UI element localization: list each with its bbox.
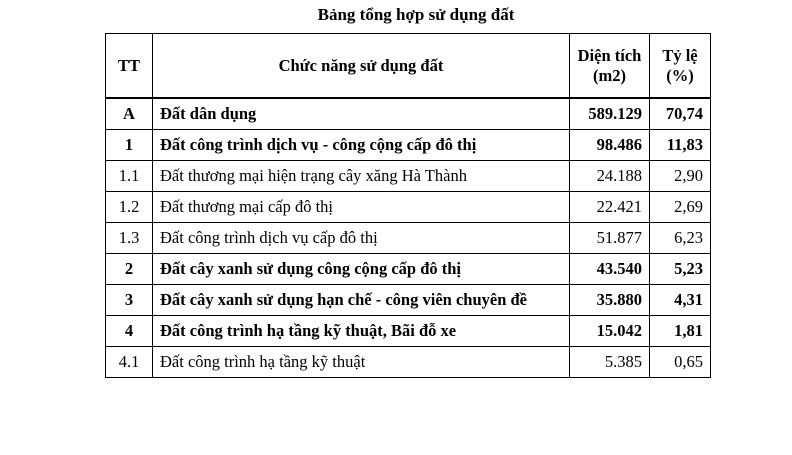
- header-tt: TT: [106, 34, 153, 99]
- row-percentage-cell: 1,81: [650, 316, 711, 347]
- row-land-function-cell: Đất công trình hạ tầng kỹ thuật: [153, 347, 570, 378]
- table-row: [106, 316, 711, 347]
- header-land-function: Chức năng sử dụng đất: [153, 34, 570, 99]
- header-area-unit: (m2): [593, 65, 626, 85]
- table-row: [106, 285, 711, 316]
- table-row: [106, 130, 711, 161]
- row-land-function-cell: Đất công trình dịch vụ cấp đô thị: [153, 223, 570, 254]
- row-land-function-cell: Đất cây xanh sử dụng hạn chế - công viên chuyên đề: [153, 285, 570, 316]
- row-percentage-cell: 6,23: [650, 223, 711, 254]
- table-row: [106, 223, 711, 254]
- row-percentage-cell: 70,74: [650, 98, 711, 130]
- row-percentage-cell: 4,31: [650, 285, 711, 316]
- row-area-cell: 5.385: [570, 347, 650, 378]
- row-area-cell: 22.421: [570, 192, 650, 223]
- land-use-table: [105, 33, 711, 378]
- row-area-cell: 51.877: [570, 223, 650, 254]
- table-row: [106, 192, 711, 223]
- row-land-function-cell: Đất thương mại hiện trạng cây xăng Hà Thành: [153, 161, 570, 192]
- row-area-cell: 24.188: [570, 161, 650, 192]
- row-land-function-cell: Đất cây xanh sử dụng công cộng cấp đô thị: [153, 254, 570, 285]
- table-row: [106, 161, 711, 192]
- header-percentage-label: Tỷ lệ: [662, 45, 698, 65]
- row-index-cell: 4: [106, 316, 153, 347]
- row-index-cell: 3: [106, 285, 153, 316]
- row-land-function-cell: Đất thương mại cấp đô thị: [153, 192, 570, 223]
- table-title: Bảng tổng hợp sử dụng đất: [317, 5, 515, 24]
- row-percentage-cell: 5,23: [650, 254, 711, 285]
- row-land-function-cell: Đất dân dụng: [153, 98, 570, 130]
- row-area-cell: 43.540: [570, 254, 650, 285]
- row-index-cell: 4.1: [106, 347, 153, 378]
- row-land-function-cell: Đất công trình hạ tầng kỹ thuật, Bãi đỗ xe: [153, 316, 570, 347]
- row-area-cell: 589.129: [570, 98, 650, 130]
- table-row: [106, 254, 711, 285]
- row-index-cell: 1.1: [106, 161, 153, 192]
- row-index-cell: A: [106, 98, 153, 130]
- table-header-row: [106, 34, 711, 99]
- header-percentage: [650, 34, 711, 99]
- row-index-cell: 1: [106, 130, 153, 161]
- header-area-label: Diện tích: [577, 45, 642, 65]
- header-area: [570, 34, 650, 99]
- row-percentage-cell: 0,65: [650, 347, 711, 378]
- row-percentage-cell: 11,83: [650, 130, 711, 161]
- row-percentage-cell: 2,90: [650, 161, 711, 192]
- row-area-cell: 35.880: [570, 285, 650, 316]
- table-row: [106, 98, 711, 130]
- table-row: [106, 347, 711, 378]
- row-index-cell: 1.3: [106, 223, 153, 254]
- header-percentage-unit: (%): [666, 65, 694, 85]
- row-percentage-cell: 2,69: [650, 192, 711, 223]
- row-area-cell: 15.042: [570, 316, 650, 347]
- row-index-cell: 1.2: [106, 192, 153, 223]
- row-land-function-cell: Đất công trình dịch vụ - công cộng cấp đô thị: [153, 130, 570, 161]
- row-area-cell: 98.486: [570, 130, 650, 161]
- row-index-cell: 2: [106, 254, 153, 285]
